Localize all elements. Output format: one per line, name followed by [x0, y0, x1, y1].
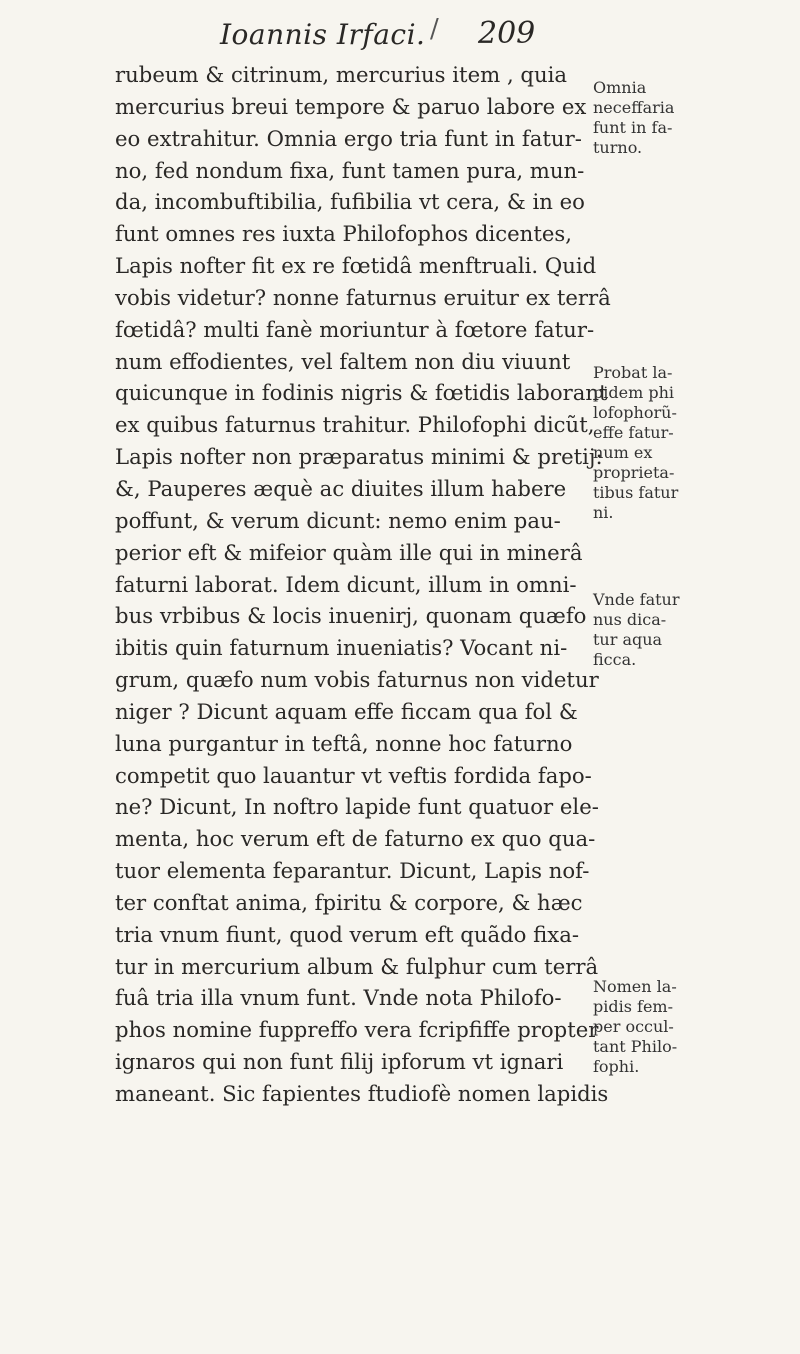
- text-line: ibitis quin faturnum inueniatis? Vocant ni-: [115, 635, 568, 661]
- marginal-note-line: turno.: [593, 138, 643, 157]
- marginal-note-line: tur aqua: [593, 630, 663, 649]
- text-line: no, fed nondum fixa, funt tamen pura, mun-: [115, 157, 585, 183]
- text-line: quicunque in fodinis nigris & fœtidis laborant: [115, 380, 608, 406]
- text-line: faturni laborat. Idem dicunt, illum in omni-: [115, 571, 577, 597]
- marginal-note-line: fophi.: [593, 1057, 640, 1076]
- marginal-note-line: funt in fa-: [593, 118, 673, 137]
- marginal-note-line: per occul-: [593, 1017, 674, 1036]
- marginal-note-line: tibus fatur: [593, 483, 679, 502]
- text-line: menta, hoc verum eft de faturno ex quo qua-: [115, 826, 596, 852]
- text-line: poffunt, & verum dicunt: nemo enim pau-: [115, 507, 561, 533]
- marginal-note-vnde: [593, 590, 713, 670]
- page-header: [0, 14, 800, 58]
- text-line: tur in mercurium album & fulphur cum terrâ: [115, 953, 599, 979]
- text-line: niger ? Dicunt aquam effe ficcam qua fol &: [115, 698, 578, 724]
- text-line: perior eft & mifeior quàm ille qui in minerâ: [115, 539, 583, 565]
- marginal-note-line: pidis fem-: [593, 997, 673, 1016]
- text-line: &, Pauperes æquè ac diuites illum habere: [115, 475, 567, 501]
- text-line: Lapis nofter fit ex re fœtidâ menftruali. Quid: [115, 253, 597, 279]
- text-line: Lapis nofter non præparatus minimi & pretij:: [115, 444, 603, 470]
- marginal-note-line: proprieta-: [593, 463, 675, 482]
- running-title: Ioannis Irfaci.: [220, 18, 426, 51]
- text-line: maneant. Sic fapientes ftudiofè nomen lapidis: [115, 1081, 609, 1106]
- text-line: ter conftat anima, fpiritu & corpore, & hæc: [115, 889, 583, 915]
- marginal-note-omnia: [593, 78, 713, 158]
- header-mark: /: [430, 14, 439, 44]
- text-line: ex quibus faturnus trahitur. Philofophi dicũt,: [115, 412, 595, 438]
- text-line: competit quo lauantur vt veftis fordida fapo-: [115, 762, 592, 788]
- text-line: ne? Dicunt, In noftro lapide funt quatuor ele-: [115, 794, 599, 820]
- marginal-note-line: num ex: [593, 443, 653, 462]
- text-line: phos nomine fuppreffo vera fcripfiffe propter: [115, 1017, 599, 1043]
- marginal-note-line: Omnia: [593, 78, 647, 97]
- marginal-note-line: nus dica-: [593, 610, 667, 629]
- text-line: num effodientes, vel faltem non diu viuunt: [115, 348, 571, 374]
- text-line: tuor elementa feparantur. Dicunt, Lapis nof-: [115, 858, 590, 884]
- text-line: tria vnum fiunt, quod verum eft quãdo fixa-: [115, 921, 580, 947]
- page-number: 209: [478, 16, 536, 51]
- text-line: luna purgantur in teftâ, nonne hoc faturno: [115, 730, 573, 756]
- marginal-note-line: tant Philo-: [593, 1037, 678, 1056]
- marginal-note-nomen: [593, 977, 713, 1077]
- marginal-note-line: effe fatur-: [593, 423, 674, 442]
- text-line: da, incombuftibilia, fufibilia vt cera, & in eo: [115, 189, 585, 215]
- text-line: grum, quæfo num vobis faturnus non videtur: [115, 667, 599, 693]
- text-line: rubeum & citrinum, mercurius item , quia: [115, 62, 568, 87]
- text-line: eo extrahitur. Omnia ergo tria funt in fatur-: [115, 125, 582, 151]
- text-line: vobis videtur? nonne faturnus eruitur ex terrâ: [115, 284, 611, 310]
- marginal-note-line: Vnde fatur: [593, 590, 680, 609]
- marginal-note-line: neceffaria: [593, 98, 675, 117]
- marginal-note-line: Nomen la-: [593, 977, 677, 996]
- marginal-note-line: pidem phi: [593, 383, 674, 402]
- main-text-column: [115, 59, 611, 1110]
- text-line: fuâ tria illa vnum funt. Vnde nota Philofo-: [115, 985, 562, 1011]
- marginal-note-line: Probat la-: [593, 363, 673, 382]
- text-line: bus vrbibus & locis inuenirj, quonam quæfo: [115, 603, 587, 629]
- text-line: ignaros qui non funt filij ipforum vt ignari: [115, 1049, 564, 1075]
- marginal-note-line: ni.: [593, 503, 614, 522]
- text-line: funt omnes res iuxta Philofophos dicentes,: [115, 221, 572, 247]
- marginal-note-probat: [593, 363, 713, 523]
- text-line: fœtidâ? multi fanè moriuntur à fœtore fatur-: [115, 316, 595, 342]
- marginal-note-line: ficca.: [593, 650, 637, 669]
- marginal-note-line: lofophorũ-: [593, 403, 677, 422]
- text-line: mercurius breui tempore & paruo labore ex: [115, 93, 587, 119]
